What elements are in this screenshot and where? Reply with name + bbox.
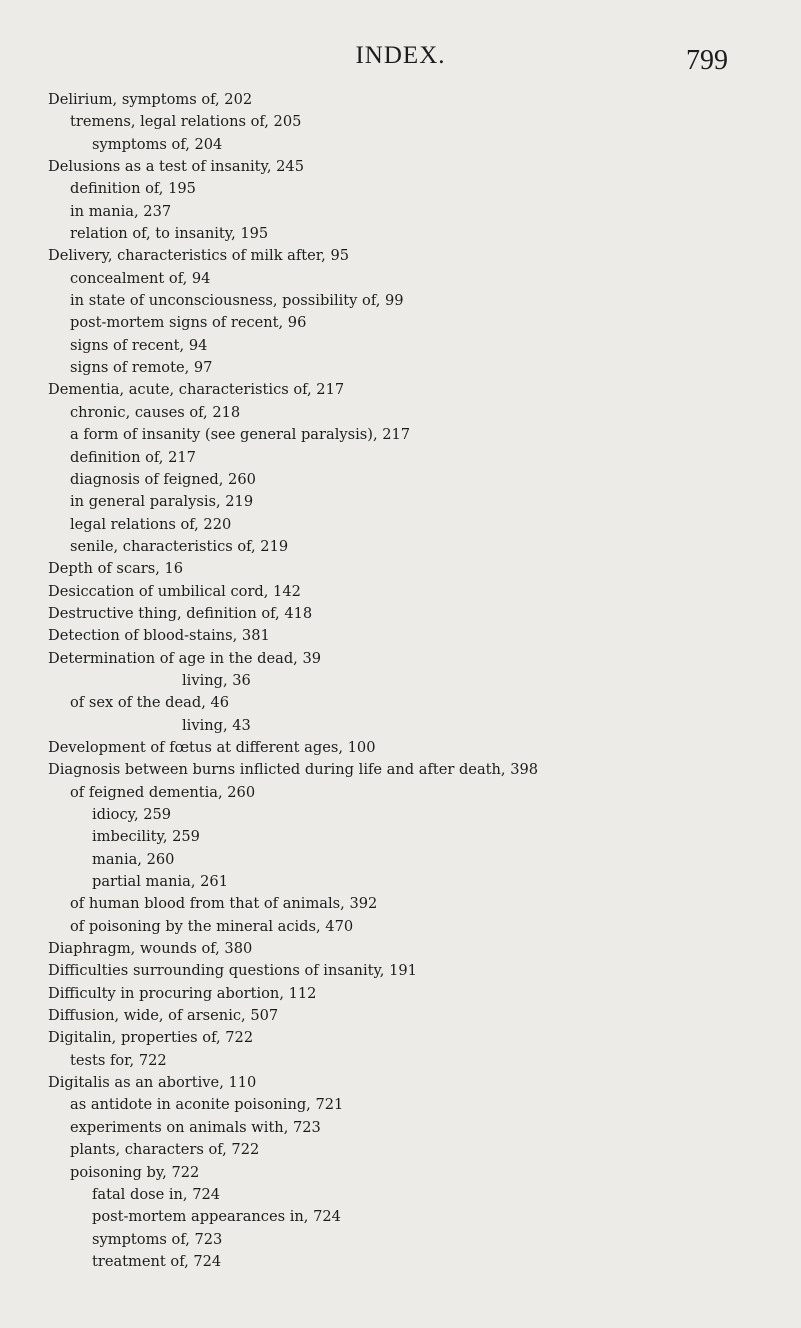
index-subentry: plants, characters of, 722 — [70, 1141, 260, 1159]
index-entry: Diaphragm, wounds of, 380 — [48, 940, 253, 958]
index-entry: Diagnosis between burns inflicted during life and after death, 398 — [48, 761, 539, 779]
index-entry: Determination of age in the dead, 39 — [48, 649, 322, 667]
index-subentry: in state of unconsciousness, possibility of, 99 — [70, 292, 404, 310]
index-subentry: of poisoning by the mineral acids, 470 — [70, 917, 354, 935]
index-entry-list — [0, 89, 801, 1273]
index-entry: Dementia, acute, characteristics of, 217 — [48, 381, 345, 399]
index-entry: Difficulty in procuring abortion, 112 — [48, 984, 317, 1002]
index-subentry: legal relations of, 220 — [70, 515, 232, 533]
index-subentry: post-mortem signs of recent, 96 — [70, 314, 307, 332]
index-subentry: as antidote in aconite poisoning, 721 — [70, 1096, 344, 1114]
index-entry: Digitalis as an abortive, 110 — [48, 1074, 257, 1092]
page-title: INDEX. — [355, 42, 446, 69]
index-entry: Delirium, symptoms of, 202 — [48, 91, 253, 108]
index-subentry: definition of, 217 — [70, 448, 196, 466]
index-entry: Desiccation of umbilical cord, 142 — [48, 582, 301, 600]
index-subentry: symptoms of, 204 — [92, 135, 223, 153]
index-subentry: chronic, causes of, 218 — [70, 403, 241, 421]
index-entry: Detection of blood-stains, 381 — [48, 627, 270, 645]
index-entry: Delusions as a test of insanity, 245 — [48, 158, 304, 176]
index-subentry: senile, characteristics of, 219 — [70, 537, 289, 555]
index-entry: Difficulties surrounding questions of insanity, 191 — [48, 962, 417, 980]
index-subentry: imbecility, 259 — [92, 828, 200, 846]
index-subentry: signs of recent, 94 — [70, 336, 208, 354]
index-entry: Development of fœtus at different ages, 100 — [48, 738, 376, 756]
index-subentry: mania, 260 — [92, 850, 175, 868]
index-subentry: in general paralysis, 219 — [70, 493, 254, 511]
index-subentry: living, 36 — [182, 671, 251, 689]
index-subentry: diagnosis of feigned, 260 — [70, 470, 256, 488]
index-subentry: living, 43 — [182, 716, 251, 734]
index-subentry: fatal dose in, 724 — [92, 1185, 221, 1203]
index-subentry: treatment of, 724 — [92, 1252, 222, 1270]
index-subentry: idiocy, 259 — [92, 806, 172, 823]
index-subentry: signs of remote, 97 — [70, 359, 213, 377]
index-subentry: symptoms of, 723 — [92, 1230, 223, 1248]
index-subentry: poisoning by, 722 — [70, 1163, 200, 1181]
index-subentry: tests for, 722 — [70, 1051, 167, 1069]
page-number: 799 — [686, 45, 728, 76]
index-subentry: tremens, legal relations of, 205 — [70, 113, 302, 131]
index-subentry: a form of insanity (see general paralysis), 217 — [70, 426, 411, 444]
index-subentry: of feigned dementia, 260 — [70, 783, 256, 801]
index-entry: Depth of scars, 16 — [48, 560, 184, 578]
index-subentry: in mania, 237 — [70, 202, 172, 220]
index-subentry: of sex of the dead, 46 — [70, 694, 230, 712]
index-subentry: definition of, 195 — [70, 180, 196, 198]
index-subentry: concealment of, 94 — [70, 269, 211, 287]
index-subentry: of human blood from that of animals, 392 — [70, 895, 378, 913]
index-entry: Delivery, characteristics of milk after, 95 — [48, 247, 350, 265]
index-subentry: relation of, to insanity, 195 — [70, 225, 269, 243]
index-subentry: experiments on animals with, 723 — [70, 1118, 321, 1136]
index-entry: Destructive thing, definition of, 418 — [48, 604, 313, 622]
index-subentry: partial mania, 261 — [92, 873, 228, 891]
index-entry: Diffusion, wide, of arsenic, 507 — [48, 1007, 279, 1025]
index-subentry: post-mortem appearances in, 724 — [92, 1208, 341, 1226]
index-entry: Digitalin, properties of, 722 — [48, 1029, 254, 1047]
